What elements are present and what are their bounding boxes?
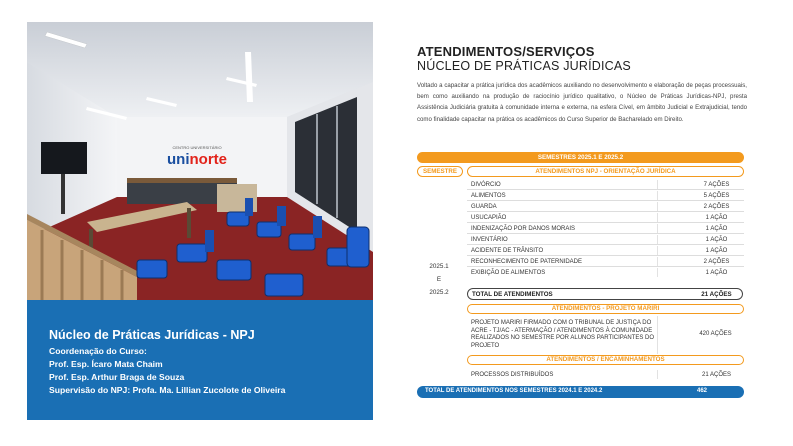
- section2-header: ATENDIMENTOS - PROJETO MARIRI: [467, 304, 744, 314]
- row-value: 1 AÇÃO: [705, 237, 728, 243]
- caption-panel: [27, 300, 373, 420]
- row-label: RECONHECIMENTO DE PATERNIDADE: [471, 259, 583, 265]
- classroom-photo: [27, 22, 373, 300]
- row-label: GUARDA: [471, 204, 497, 210]
- table-row: [467, 257, 744, 267]
- grand-total-value: 462: [697, 388, 708, 394]
- caption-coordinator-1: Prof. Esp. Ícaro Mata Chaim: [49, 359, 163, 369]
- table-row: [467, 224, 744, 234]
- caption-title: Núcleo de Práticas Jurídicas - NPJ: [49, 328, 255, 342]
- section1-total: [467, 288, 743, 300]
- intro-paragraph: Voltado a capacitar a prática jurídica dos acadêmicos auxiliando no desenvolvimento e elaboração de peças processuais, bem como auxiliando na produção de raciocínio jurídico qualitativo, o Núcleo de Práticas Jurídicas-NPJ, presta Assistência Judiciária gratuita à comunidade interna e externa, na esfera Cível, em âmbito Judicial e Extrajudicial, tendo como finalidade capacitar na prática os acadêmicos do Curso Superior de Bacharelado em Direito.: [417, 82, 747, 123]
- grand-total-bar: [417, 386, 744, 398]
- section2-separator: [657, 316, 658, 354]
- caption-supervisor: Supervisão do NPJ: Profa. Ma. Lillian Zucolote de Oliveira: [49, 385, 286, 395]
- page-subtitle: NÚCLEO DE PRÁTICAS JURÍDICAS: [417, 59, 631, 73]
- row-value: 1 AÇÃO: [705, 226, 728, 232]
- row-value: 7 AÇÕES: [703, 182, 730, 188]
- table-row: [467, 213, 744, 223]
- table-row: [467, 246, 744, 256]
- sign-brand: [167, 151, 227, 168]
- caption-coordination-label: Coordenação do Curso:: [49, 346, 147, 356]
- sign-brand-norte: norte: [189, 151, 227, 168]
- sign-small-text: CENTRO UNIVERSITÁRIO: [172, 145, 222, 150]
- semester-value-start: 2025.1: [429, 263, 449, 270]
- total-label: TOTAL DE ATENDIMENTOS: [472, 291, 553, 298]
- row-label: DIVÓRCIO: [471, 182, 501, 188]
- row-value: 1 AÇÃO: [705, 270, 728, 276]
- section2-value: 420 AÇÕES: [699, 331, 732, 337]
- semester-header: SEMESTRE: [417, 166, 463, 177]
- section3-header: ATENDIMENTOS / ENCAMINHAMENTOS: [467, 355, 744, 365]
- row-value: 21 AÇÕES: [701, 372, 731, 378]
- row-label: PROCESSOS DISTRIBUÍDOS: [471, 372, 554, 378]
- row-label: INDENIZAÇÃO POR DANOS MORAIS: [471, 226, 576, 232]
- page-title: ATENDIMENTOS/SERVIÇOS: [417, 44, 595, 59]
- row-label: ACIDENTE DE TRÂNSITO: [471, 248, 544, 254]
- row-value: 2 AÇÕES: [703, 204, 730, 210]
- table-row: [467, 202, 744, 212]
- row-label: ALIMENTOS: [471, 193, 506, 199]
- row-label: EXIBIÇÃO DE ALIMENTOS: [471, 270, 546, 276]
- table-row: [467, 370, 744, 380]
- section1-header: ATENDIMENTOS NPJ - ORIENTAÇÃO JURÍDICA: [467, 166, 744, 177]
- semester-value-end: 2025.2: [429, 289, 449, 296]
- table-row: [467, 235, 744, 245]
- table-row: [467, 180, 744, 190]
- row-value: 1 AÇÃO: [705, 215, 728, 221]
- row-label: INVENTÁRIO: [471, 237, 508, 243]
- section2-description: PROJETO MARIRI FIRMADO COM O TRIBUNAL DE JUSTIÇA DO ACRE - TJ/AC - ATERMAÇÃO / ATENDIMENTOS À COMUNIDADE REALIZADOS NO SEMESTRE POR ALUNOS PARTICIPANTES DO PROJETO: [471, 320, 655, 349]
- period-header: SEMESTRES 2025.1 E 2025.2: [417, 152, 744, 163]
- caption-coordinator-2: Prof. Esp. Arthur Braga de Souza: [49, 372, 185, 382]
- row-label: USUCAPIÃO: [471, 215, 507, 221]
- total-value: 21 AÇÕES: [701, 291, 732, 298]
- semester-value-and: E: [436, 276, 442, 283]
- grand-total-label: TOTAL DE ATENDIMENTOS NOS SEMESTRES 2024.1 E 2024.2: [425, 388, 603, 394]
- row-value: 2 AÇÕES: [703, 259, 730, 265]
- row-value: 1 AÇÃO: [705, 248, 728, 254]
- sign-brand-uni: uni: [167, 151, 190, 168]
- classroom-illustration: [27, 22, 373, 300]
- row-value: 5 AÇÕES: [703, 193, 730, 199]
- table-row: [467, 268, 744, 278]
- table-row: [467, 191, 744, 201]
